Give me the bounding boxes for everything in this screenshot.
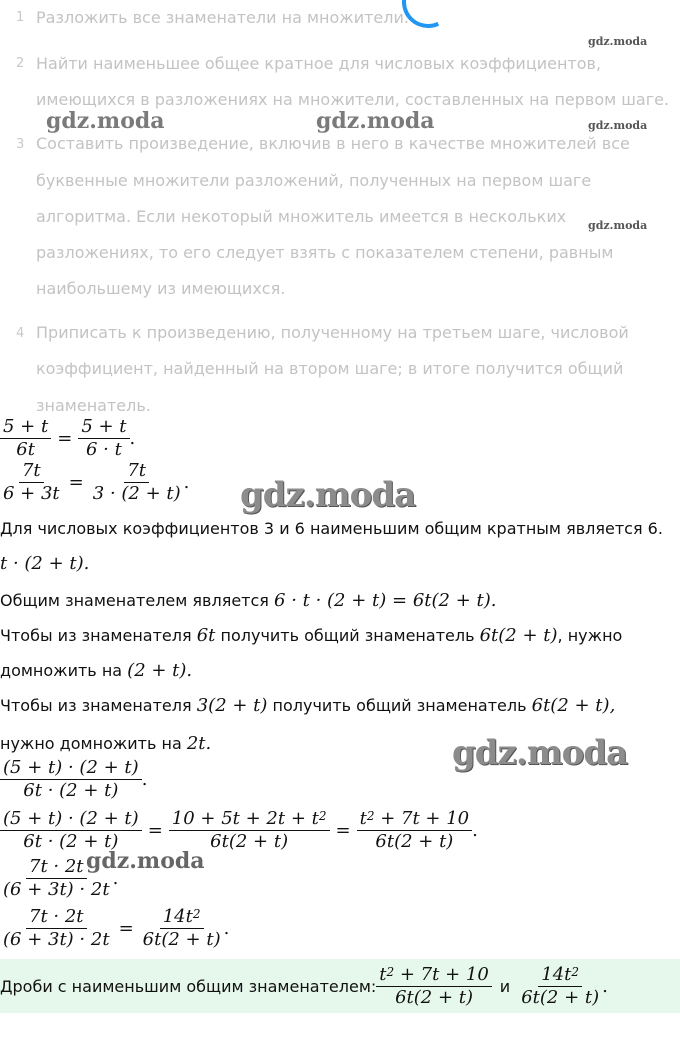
- text-multiply-second-b: нужно домножить на 2t.: [0, 733, 212, 754]
- step-text: Разложить все знаменатели на множители.: [36, 8, 409, 27]
- step-text: Приписать к произведению, полученному на третьем шаге, числовой: [36, 323, 629, 342]
- equation-3: $\frac{(5 + t) \cdot (2 + t)}{6t \cdot (2 + t)}$ .: [0, 757, 147, 802]
- watermark: gdz.moda: [588, 35, 648, 48]
- watermark: gdz.moda: [588, 219, 648, 232]
- answer-fraction-1: $\frac{t^2 + 7t + 10}{6t(2 + t)}$: [376, 964, 492, 1009]
- step-text: знаменатель.: [36, 396, 151, 415]
- equation-6: $\frac{7t \cdot 2t}{(6 + 3t) \cdot 2t}$ = $\frac{14t^2}{6t(2 + t)}$ .: [3, 906, 230, 950]
- step-text: буквенные множители разложений, полученных на первом шаге: [36, 171, 592, 190]
- text-lcm: Для числовых коэффициентов 3 и 6 наименьшим общим кратным является 6.: [0, 519, 663, 538]
- watermark: gdz.moda: [46, 108, 165, 134]
- answer-label: Дроби с наименьшим общим знаменателем:: [0, 976, 377, 996]
- step-number: 2: [16, 56, 25, 71]
- text-multiply-second: Чтобы из знаменателя 3(2 + t) получить общий знаменатель 6t(2 + t),: [0, 695, 616, 716]
- watermark: gdz.moda: [86, 848, 205, 874]
- step-text: коэффициент, найденный на втором шаге; в итоге получится общий: [36, 359, 624, 378]
- watermark: gdz.moda: [452, 733, 628, 773]
- answer-and: и: [499, 976, 511, 996]
- step-text: Найти наименьшее общее кратное для числовых коэффициентов,: [36, 54, 602, 73]
- step-number: 1: [16, 10, 25, 25]
- watermark: gdz.moda: [316, 108, 435, 134]
- text-common-denominator: Общим знаменателем является 6 · t · (2 + t) = 6t(2 + t).: [0, 590, 497, 611]
- equation-1: $\frac{5 + t}{6t}$ = $\frac{5 + t}{6 \cdot t}$ .: [0, 416, 135, 461]
- step-number: 3: [16, 137, 25, 152]
- step-text: имеющихся в разложениях на множители, составленных на первом шаге.: [36, 90, 670, 109]
- text-multiply-first-b: домножить на (2 + t).: [0, 660, 193, 681]
- equation-5: $\frac{7t \cdot 2t}{(6 + 3t) \cdot 2t}$ .: [3, 856, 119, 900]
- step-text: алгоритма. Если некоторый множитель имеется в нескольких: [36, 207, 567, 226]
- answer-box: Дроби с наименьшим общим знаменателем: $\frac{t^2 + 7t + 10}{6t(2 + t)}$ и $\frac{14t^2}{6t(2 + t)}$ .: [0, 959, 680, 1013]
- equation-2: $\frac{7t}{6 + 3t}$ = $\frac{7t}{3 \cdot (2 + t)}$ .: [3, 460, 190, 504]
- step-text: разложениях, то его следует взять с показателем степени, равным: [36, 243, 614, 262]
- answer-fraction-2: $\frac{14t^2}{6t(2 + t)}$: [521, 963, 600, 1008]
- watermark: gdz.moda: [588, 119, 648, 132]
- step-number: 4: [16, 326, 25, 341]
- equation-4: $\frac{(5 + t) \cdot (2 + t)}{6t \cdot (2 + t)}$ = $\frac{10 + 5t + 2t + t^2}{6t(2 + t)}$ = $\frac{t^2 + 7t + 10}{6t(2 + t)}$ .: [0, 808, 478, 853]
- factor-expression: t · (2 + t).: [0, 553, 90, 574]
- step-text: наибольшему из имеющихся.: [36, 279, 286, 298]
- watermark: gdz.moda: [240, 475, 416, 515]
- text-multiply-first: Чтобы из знаменателя 6t получить общий знаменатель 6t(2 + t), нужно: [0, 625, 623, 646]
- step-text: Составить произведение, включив в него в качестве множителей все: [36, 134, 630, 153]
